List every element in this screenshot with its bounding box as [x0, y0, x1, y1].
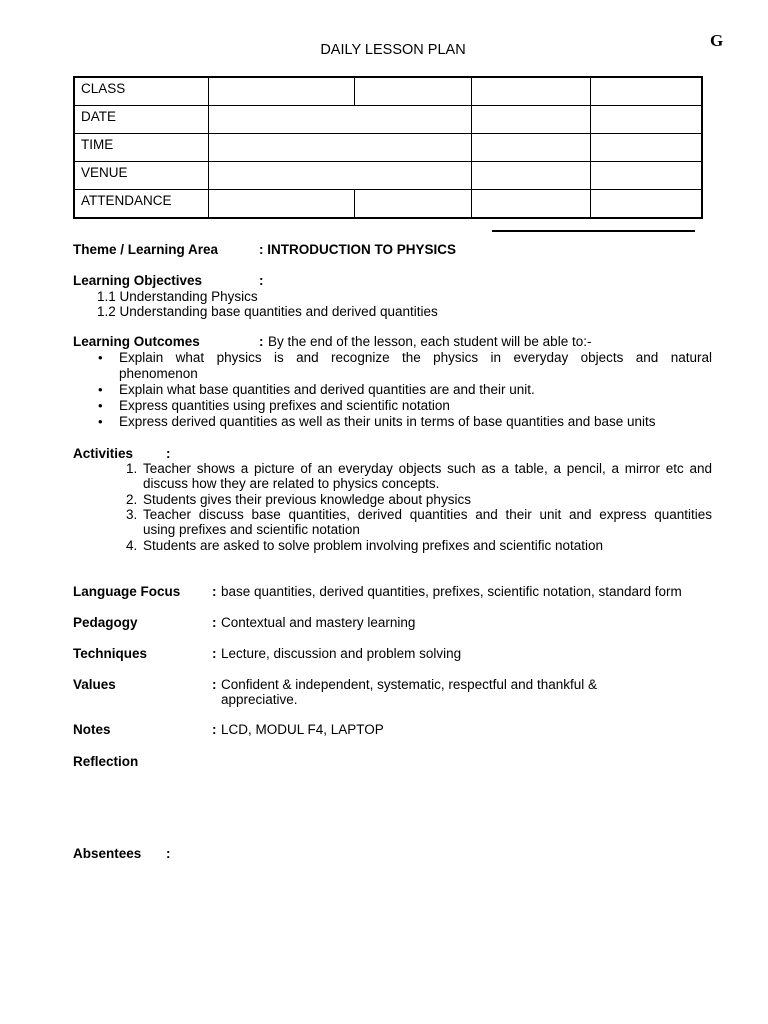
class-cell: [209, 77, 354, 106]
values-line: Confident & independent, systematic, respectful and thankful &: [221, 677, 597, 692]
activity-line: discuss how they are related to physics concepts.: [143, 476, 440, 491]
pedagogy-label: Pedagogy: [73, 615, 138, 630]
attendance-row: [74, 190, 702, 219]
page-corner-letter: G: [710, 31, 724, 50]
time-cell: [209, 134, 472, 162]
bullet-icon: •: [98, 414, 103, 429]
field-colon: :: [212, 722, 217, 737]
outcome-item-line: Express derived quantities as well as their units in terms of base quantities and base units: [119, 414, 656, 429]
bullet-icon: •: [98, 382, 103, 397]
activity-line: Teacher discuss base quantities, derived quantities and their unit and express quantities: [143, 507, 712, 522]
bullet-icon: •: [98, 398, 103, 413]
activity-number: 4.: [126, 538, 138, 553]
language-focus-label: Language Focus: [73, 584, 181, 599]
outcome-item-line: Explain what physics is and recognize the physics in everyday objects and natural: [119, 350, 712, 365]
date-label: DATE: [74, 106, 209, 134]
objective-item: 1.1 Understanding Physics: [97, 289, 258, 304]
venue-label: VENUE: [74, 162, 209, 190]
date-cell: [590, 106, 702, 134]
techniques-label: Techniques: [73, 646, 148, 661]
absentees-label: Absentees: [73, 846, 142, 861]
venue-row: [74, 162, 702, 190]
activity-line: Students are asked to solve problem involving prefixes and scientific notation: [143, 538, 604, 553]
outcomes-intro: By the end of the lesson, each student will be able to:-: [268, 334, 592, 349]
time-cell: [590, 134, 702, 162]
class-cell: [590, 77, 702, 106]
field-colon: :: [212, 646, 217, 661]
objective-item: 1.2 Understanding base quantities and derived quantities: [97, 304, 438, 319]
outcome-item-line: Express quantities using prefixes and scientific notation: [119, 398, 450, 413]
pedagogy-value: Contextual and mastery learning: [221, 615, 416, 630]
field-colon: :: [212, 584, 217, 599]
activity-line: using prefixes and scientific notation: [143, 522, 360, 537]
field-colon: :: [212, 677, 217, 692]
objectives-colon: :: [259, 273, 264, 288]
attendance-label: ATTENDANCE: [74, 190, 209, 219]
field-colon: :: [212, 615, 217, 630]
outcomes-colon: :: [259, 334, 264, 349]
venue-cell: [590, 162, 702, 190]
objectives-label: Learning Objectives: [73, 273, 203, 288]
activity-number: 3.: [126, 507, 138, 522]
theme-label: Theme / Learning Area: [73, 242, 219, 257]
divider-line: [492, 230, 695, 232]
time-cell: [472, 134, 591, 162]
time-row: [74, 134, 702, 162]
values-line: appreciative.: [221, 692, 298, 707]
class-cell: [472, 77, 591, 106]
techniques-value: Lecture, discussion and problem solving: [221, 646, 462, 661]
values-label: Values: [73, 677, 116, 692]
attendance-cell: [472, 190, 591, 219]
activity-number: 1.: [126, 461, 138, 476]
class-row: [74, 77, 702, 106]
header-table: [73, 76, 703, 219]
reflection-label: Reflection: [73, 754, 139, 769]
attendance-cell: [209, 190, 354, 219]
venue-cell: [209, 162, 472, 190]
class-label: CLASS: [74, 77, 209, 106]
date-cell: [472, 106, 591, 134]
activity-line: Teacher shows a picture of an everyday objects such as a table, a pencil, a mirror etc and: [143, 461, 712, 476]
activity-line: Students gives their previous knowledge about physics: [143, 492, 471, 507]
outcomes-label: Learning Outcomes: [73, 334, 200, 349]
venue-cell: [472, 162, 591, 190]
theme-value: : INTRODUCTION TO PHYSICS: [259, 242, 457, 257]
activity-number: 2.: [126, 492, 138, 507]
outcome-item-line: Explain what base quantities and derived quantities are and their unit.: [119, 382, 535, 397]
notes-value: LCD, MODUL F4, LAPTOP: [221, 722, 384, 737]
class-cell: [354, 77, 472, 106]
outcome-item-line: phenomenon: [119, 366, 198, 381]
attendance-cell: [590, 190, 702, 219]
language-focus-value: base quantities, derived quantities, prefixes, scientific notation, standard form: [221, 584, 682, 599]
page-title: DAILY LESSON PLAN: [320, 42, 466, 58]
date-cell: [209, 106, 472, 134]
date-row: [74, 106, 702, 134]
absentees-colon: :: [166, 846, 171, 861]
bullet-icon: •: [98, 350, 103, 365]
time-label: TIME: [74, 134, 209, 162]
activities-colon: :: [166, 446, 171, 461]
activities-label: Activities: [73, 446, 134, 461]
attendance-cell: [354, 190, 472, 219]
notes-label: Notes: [73, 722, 111, 737]
